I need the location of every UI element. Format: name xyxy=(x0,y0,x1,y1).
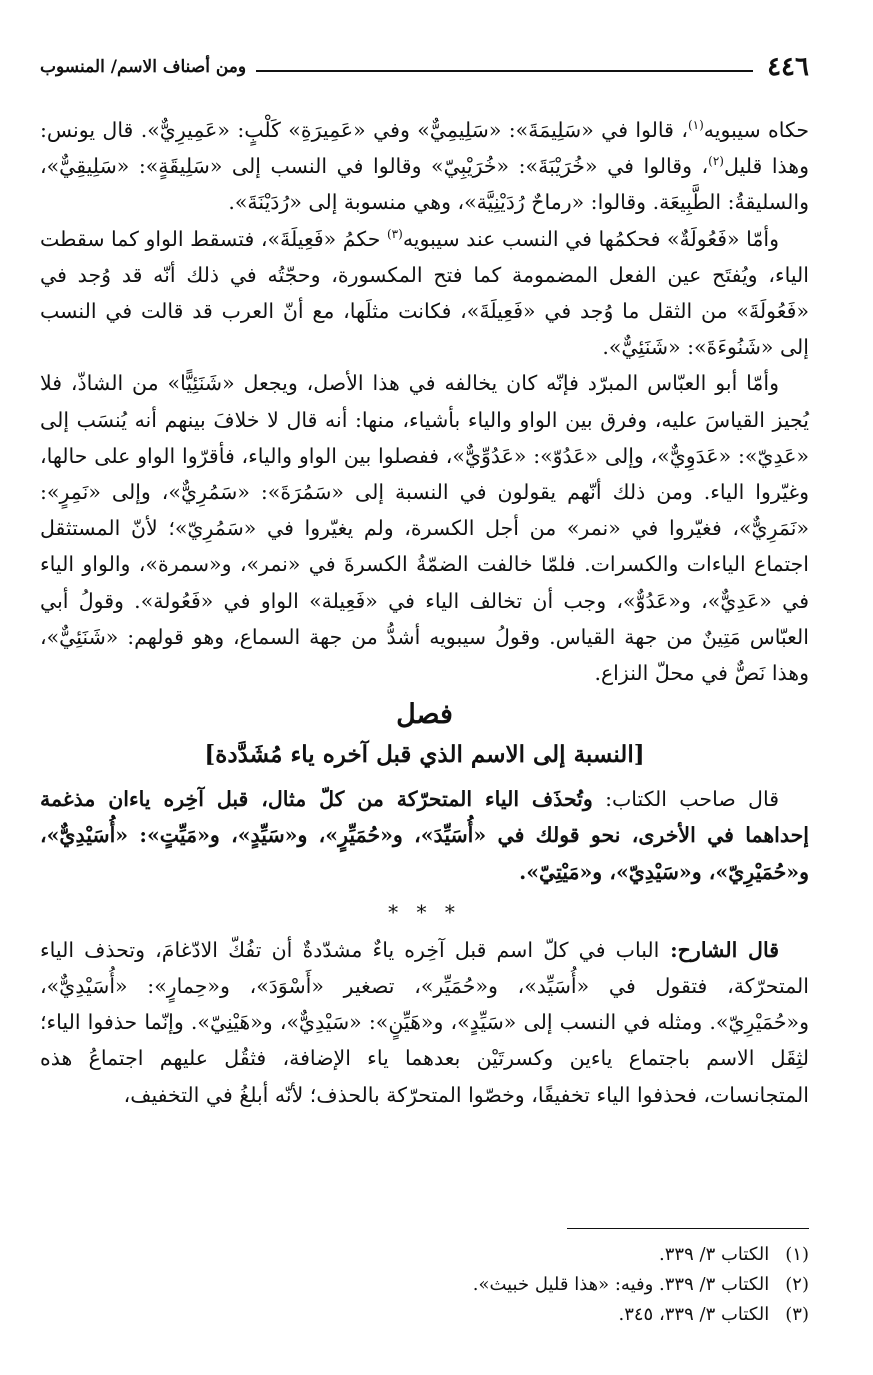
paragraph-2 xyxy=(40,221,809,366)
running-title: ومن أصناف الاسم/ المنسوب xyxy=(40,57,247,77)
footnotes xyxy=(40,1240,809,1330)
matn-bold-text: وتُحذَف الياء المتحرّكة من كلّ مثال، قبل آخِره ياءان مذغمة إحداهما في الأخرى، نحو قولك في «أُسَيِّدَ»، و«حُمَيِّرٍ»، و«سَيِّدٍ»، و«مَيِّتٍ»: «أُسَيْدِيٌّ»، و«حُمَيْرِيّ»، و«سَيْدِيّ»، و«مَيْتِيّ». xyxy=(40,787,809,884)
paragraph-text: ، قالوا في «سَلِيمَةَ»: «سَلِيمِيٌّ» وفي «عَمِيرَةِ» كَلْبٍ: «عَمِيرِيٌّ». قال يونس: وهذا قليل xyxy=(40,118,809,179)
main-text xyxy=(40,112,809,1113)
footnote-ref-3[interactable]: (٣) xyxy=(386,226,403,241)
page-header xyxy=(40,50,809,84)
section-subtitle: [النسبة إلى الاسم الذي قبل آخره ياء مُشَدَّدة] xyxy=(204,741,645,769)
sharh-label: قال الشارح: xyxy=(659,937,780,962)
footnote-1 xyxy=(40,1240,809,1270)
matn-intro: قال صاحب الكتاب: xyxy=(592,787,779,812)
footnote-2 xyxy=(40,1270,809,1300)
paragraph-1 xyxy=(40,112,809,221)
paragraph-text: حكمُ «فَعِيلَةَ»، فتسقط الواو كما سقطت الياء، ويُفتَح عين الفعل المضمومة كما فتح المكسورة، وحجّتُه في ذلك أنّه قد وُجد في «فَعُولَةَ» من الثقل ما وُجد في «فَعِيلَةَ»، فكانت مثلَها، مع أنّ العرب قد قالت في النسب إلى «شَنُوءَةَ»: «شَنَئِيٌّ». xyxy=(40,226,809,360)
footnote-text: الكتاب ٣/ ٣٣٩. xyxy=(659,1244,770,1265)
footnote-3 xyxy=(40,1300,809,1330)
footnote-text: الكتاب ٣/ ٣٣٩. وفيه: «هذا قليل خبيث». xyxy=(472,1274,770,1295)
sharh-text: الباب في كلّ اسم قبل آخِره ياءٌ مشدّدةٌ أن تفُكّ الادّغامَ، وتحذف الياء المتحرّكة، فتقول في «أُسَيِّد»، و«حُمَيِّر»، تصغير «أَسْوَدَ»، و«حِمارٍ»: «أُسَيْدِيٌّ»، و«حُمَيْرِيّ». ومثله في النسب إلى «سَيِّدٍ»، و«هَيِّنٍ»: «سَيْدِيٌّ»، و«هَيْنِيّ». وإنّما حذفوا الياء؛ لثِقَل الاسم باجتماع ياءين وكسرتَيْن بعدهما ياء الإضافة، فثقُل عليهم اجتماعُ هذه المتجانسات، فحذفوا الياء تخفيفًا، وخصّوا المتحرّكة بالحذف؛ لأنّه أبلغُ في التخفيف، xyxy=(40,937,809,1107)
footnote-ref-1[interactable]: (١) xyxy=(687,118,704,133)
paragraph-text: حكاه سيبويه xyxy=(703,118,809,142)
footnote-ref-2[interactable]: (٢) xyxy=(708,154,724,169)
section-title: فصل xyxy=(396,699,453,731)
header-rule xyxy=(256,70,753,72)
paragraph-text: وأمّا «فَعُولَةٌ» فحكمُها في النسب عند سيبويه xyxy=(402,226,779,251)
asterisk-separator: * * * xyxy=(388,899,461,924)
page-number: ٤٤٦ xyxy=(767,52,809,82)
footnote-number: (٢) xyxy=(785,1274,809,1295)
footnote-rule xyxy=(567,1228,809,1229)
footnote-number: (١) xyxy=(785,1244,809,1265)
sharh-paragraph xyxy=(40,932,809,1113)
matn-paragraph xyxy=(40,781,809,890)
paragraph-text: ، وقالوا في «خُرَيْبَةَ»: «خُرَيْبِيّ» وقالوا في النسب إلى «سَلِيقَةٍ»: «سَلِيقِيٌّ»، والسليقةُ: الطَّبِيعَة. وقالوا: «رماحٌ رُدَيْنِيَّة»، وهي منسوبة إلى «رُدَيْنَةَ». xyxy=(40,154,809,215)
footnote-number: (٣) xyxy=(785,1304,809,1325)
paragraph-3: وأمّا أبو العبّاس المبرّد فإنّه كان يخالفه في هذا الأصل، ويجعل «شَنَئِيًّا» من الشاذّ، فلا يُجيز القياسَ عليه، وفرق بين الواو والياء بأشياء، منها: أنه قال لا خلافَ بينهم أنه يُنسَب إلى «عَدِيّ»: «عَدَوِيٌّ»، وإلى «عَدُوّ»: «عَدُوِّيٌّ»، ففصلوا بين الواو والياء، فأقرّوا الواو على حالها، وغيّروا الياء. ومن ذلك أنّهم يقولون في النسبة إلى «سَمُرَةَ»: «سَمُرِيٌّ»، وإلى «نَمِرٍ»: «نَمَرِيٌّ»، فغيّروا في «نمر» من أجل الكسرة، ولم يغيّروا في «سَمُرِيّ»؛ لأنّ المستثقل اجتماع الياءات والكسرات. فلمّا خالفت الضمّةُ الكسرةَ في «نمر»، و«سمرة»، والواو الياء في «عَدِيٌّ»، و«عَدُوٌّ»، وجب أن تخالف الياء في «فَعِيلة» الواو في «فَعُولة». وقولُ أبي العبّاس مَتِينٌ من جهة القياس. وقولُ سيبويه أشدُّ من جهة السماع، وهو قولهم: «شَنَئِيٌّ»، وهذا نَصٌّ في محلّ النزاع. xyxy=(40,371,809,686)
footnote-text: الكتاب ٣/ ٣٣٩، ٣٤٥. xyxy=(618,1304,770,1325)
